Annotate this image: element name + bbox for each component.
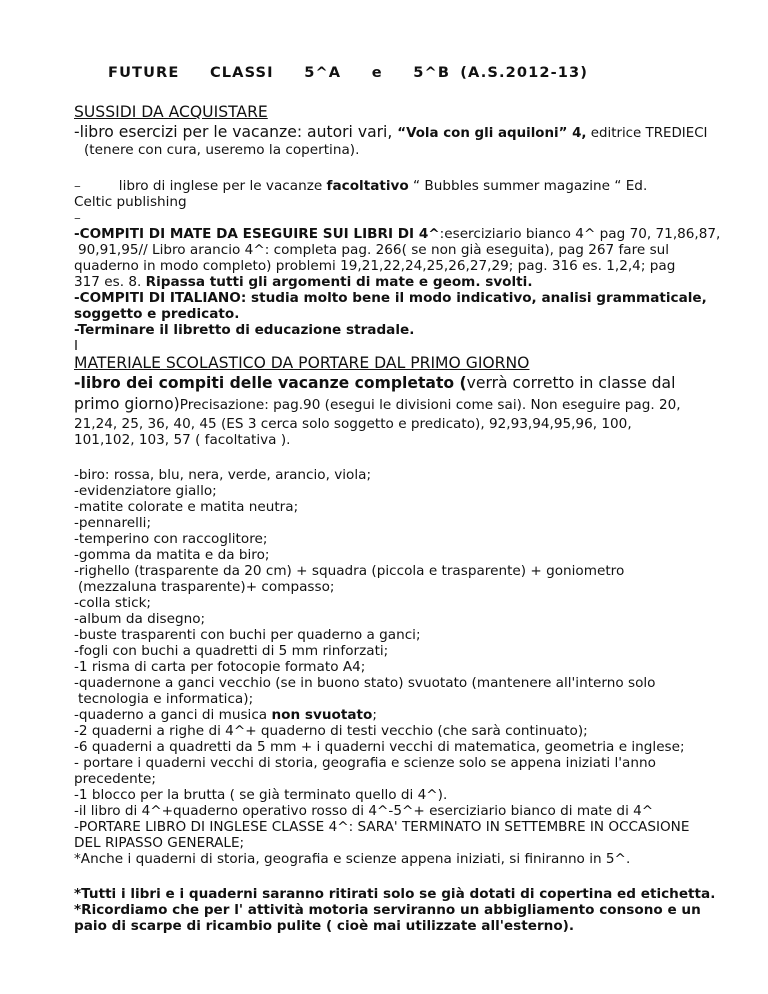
sussidi-item-2-publisher: Celtic publishing bbox=[74, 194, 187, 210]
item1-text: -libro esercizi per le vacanze: autori vari, bbox=[74, 123, 398, 141]
list-item: -matite colorate e matita neutra; bbox=[74, 499, 299, 515]
dash-bullet: – bbox=[74, 178, 81, 194]
intro-bold: -libro dei compiti delle vacanze completato ( bbox=[74, 374, 467, 392]
intro-primo-giorno: primo giorno) bbox=[74, 395, 180, 413]
list-item: -righello (trasparente da 20 cm) + squadra (piccola e trasparente) + goniometro bbox=[74, 563, 625, 579]
item1-publisher: editrice TREDIECI bbox=[586, 126, 708, 141]
section-heading-materiale: MATERIALE SCOLASTICO DA PORTARE DAL PRIMO GIORNO bbox=[74, 354, 530, 372]
list-item: -fogli con buchi a quadretti di 5 mm rinforzati; bbox=[74, 643, 389, 659]
compiti-mate-line-3: quaderno in modo completo) problemi 19,21,22,24,25,26,27,29; pag. 316 es. 1,2,4; pag bbox=[74, 258, 676, 274]
materiale-intro-line-3: 21,24, 25, 36, 40, 45 (ES 3 cerca solo soggetto e predicato), 92,93,94,95,96, 100, bbox=[74, 416, 632, 432]
materiale-intro-line-1 bbox=[74, 375, 675, 391]
intro-precisazione: Precisazione: pag.90 (esegui le divisioni come sai). Non eseguire pag. 20, bbox=[179, 397, 681, 413]
compiti-mate-text: :eserciziario bianco 4^ pag 70, 71,86,87, bbox=[439, 226, 721, 242]
list-item: -PORTARE LIBRO DI INGLESE CLASSE 4^: SARA' TERMINATO IN SETTEMBRE IN OCCASIONE bbox=[74, 819, 690, 835]
musica-text: -quaderno a ganci di musica bbox=[74, 707, 272, 723]
note-copertina: *Tutti i libri e i quaderni saranno ritirati solo se già dotati di copertina ed etichetta. bbox=[74, 886, 716, 902]
list-item: -biro: rossa, blu, nera, verde, arancio, viola; bbox=[74, 467, 372, 483]
compiti-mate-line-4 bbox=[74, 274, 533, 290]
list-item: *Anche i quaderni di storia, geografia e scienze appena iniziati, si finiranno in 5^. bbox=[74, 851, 631, 867]
list-item: -1 risma di carta per fotocopie formato A4; bbox=[74, 659, 366, 675]
note-attivita-motoria-1: *Ricordiamo che per l' attività motoria serviranno un abbigliamento consono e un bbox=[74, 902, 701, 918]
dash-bullet-empty: – bbox=[74, 210, 81, 226]
list-item: -evidenziatore giallo; bbox=[74, 483, 217, 499]
item2-title: “ Bubbles summer magazine “ Ed. bbox=[408, 178, 648, 194]
materiale-intro-line-4: 101,102, 103, 57 ( facoltativa ). bbox=[74, 432, 291, 448]
intro-text: verrà corretto in classe dal bbox=[466, 374, 676, 392]
document-title: FUTURE CLASSI 5^A e 5^B (A.S.2012-13) bbox=[108, 64, 589, 81]
list-item: -colla stick; bbox=[74, 595, 152, 611]
list-item: -buste trasparenti con buchi per quaderno a ganci; bbox=[74, 627, 421, 643]
materiale-intro-line-2 bbox=[74, 396, 681, 413]
item1-book-title: “Vola con gli aquiloni” 4, bbox=[397, 126, 587, 141]
list-item: -il libro di 4^+quaderno operativo rosso di 4^-5^+ eserciziario bianco di mate di 4^ bbox=[74, 803, 654, 819]
educazione-stradale: -Terminare il libretto di educazione stradale. bbox=[74, 322, 415, 338]
stray-mark: I bbox=[74, 338, 79, 354]
list-item: DEL RIPASSO GENERALE; bbox=[74, 835, 245, 851]
list-item: -1 blocco per la brutta ( se già terminato quello di 4^). bbox=[74, 787, 448, 803]
list-item: -2 quaderni a righe di 4^+ quaderno di testi vecchio (che sarà continuato); bbox=[74, 723, 588, 739]
section-heading-sussidi: SUSSIDI DA ACQUISTARE bbox=[74, 103, 268, 121]
list-item: - portare i quaderni vecchi di storia, geografia e scienze solo se appena iniziati l'anno bbox=[74, 755, 656, 771]
sussidi-item-1 bbox=[74, 124, 708, 142]
sussidi-item-1-note: (tenere con cura, useremo la copertina). bbox=[84, 142, 360, 158]
note-attivita-motoria-2: paio di scarpe di ricambio pulite ( cioè mai utilizzate all'esterno). bbox=[74, 918, 575, 934]
list-item: -gomma da matita e da biro; bbox=[74, 547, 270, 563]
item2-text: libro di inglese per le vacanze bbox=[118, 178, 327, 194]
list-item: -temperino con raccoglitore; bbox=[74, 531, 268, 547]
compiti-mate-ripassa: Ripassa tutti gli argomenti di mate e geom. svolti. bbox=[145, 274, 533, 290]
compiti-mate-line-1 bbox=[74, 226, 720, 242]
sussidi-item-2 bbox=[74, 178, 647, 194]
list-item: precedente; bbox=[74, 771, 157, 787]
list-item: tecnologia e informatica); bbox=[78, 691, 254, 707]
compiti-mate-text-end: 317 es. 8. bbox=[74, 274, 146, 290]
compiti-italiano-line-2: soggetto e predicato. bbox=[74, 306, 240, 322]
list-item-musica bbox=[74, 707, 377, 723]
item2-optional: facoltativo bbox=[326, 178, 409, 194]
musica-semicolon: ; bbox=[372, 707, 377, 723]
list-item: -album da disegno; bbox=[74, 611, 206, 627]
list-item: -quadernone a ganci vecchio (se in buono stato) svuotato (mantenere all'interno solo bbox=[74, 675, 656, 691]
compiti-mate-line-2: 90,91,95// Libro arancio 4^: completa pag. 266( se non già eseguita), pag 267 fare sul bbox=[78, 242, 670, 258]
list-item: -6 quaderni a quadretti da 5 mm + i quaderni vecchi di matematica, geometria e inglese; bbox=[74, 739, 685, 755]
compiti-mate-heading: -COMPITI DI MATE DA ESEGUIRE SUI LIBRI DI 4^ bbox=[74, 226, 440, 242]
list-item: (mezzaluna trasparente)+ compasso; bbox=[78, 579, 335, 595]
musica-non-svuotato: non svuotato bbox=[271, 707, 373, 723]
list-item: -pennarelli; bbox=[74, 515, 152, 531]
compiti-italiano-line-1: -COMPITI DI ITALIANO: studia molto bene il modo indicativo, analisi grammaticale, bbox=[74, 290, 707, 306]
